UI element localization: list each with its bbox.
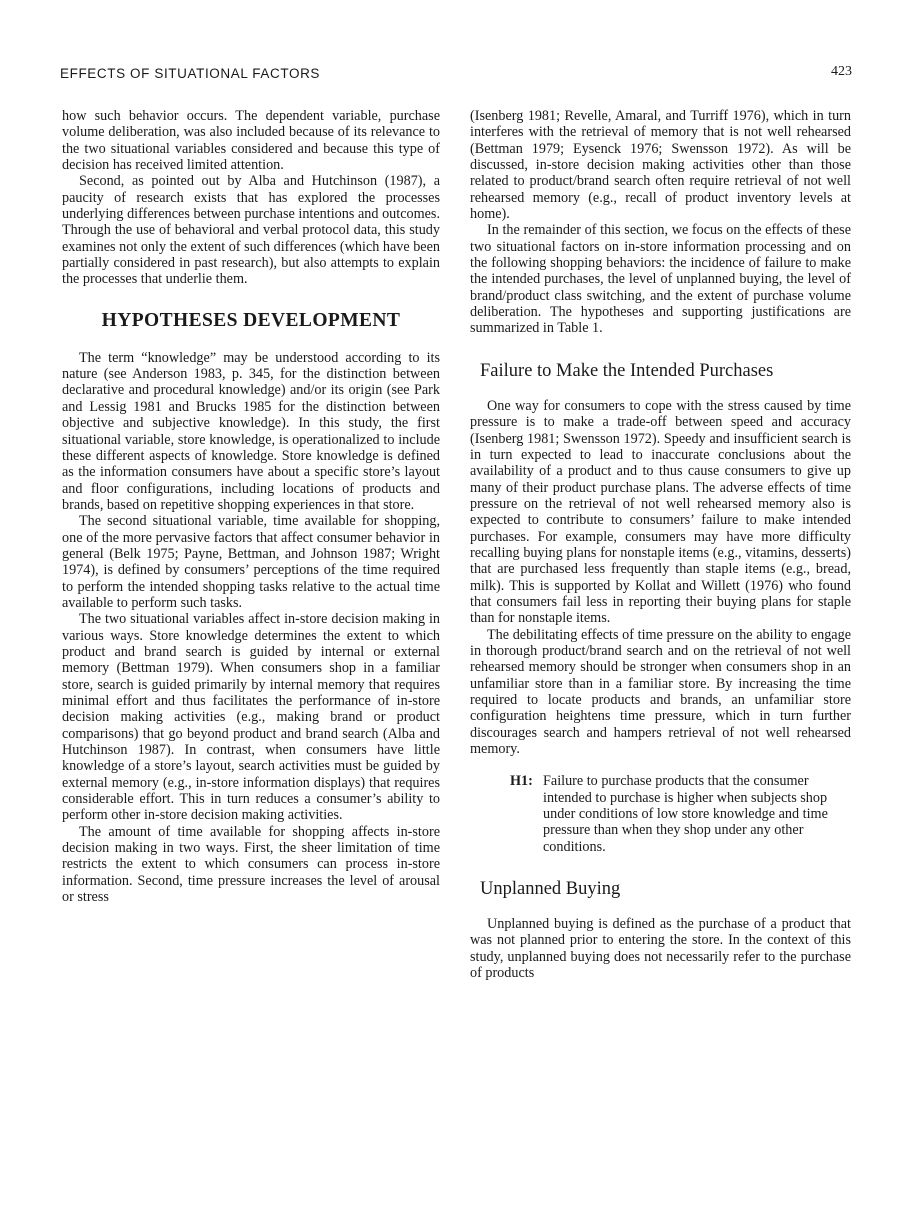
paragraph: In the remainder of this section, we focus on the effects of these two situational factors on in-store information processing and on the following shopping behaviors: the incidence of failure to make the intended purchases, the level of unplanned buying, the level of brand/product class switching, and the extent of purchase volume deliberation. The hypotheses and supporting justifications are summarized in Table 1. [470, 222, 851, 337]
paragraph: The amount of time available for shopping affects in-store decision making in two ways. First, the sheer limitation of time restricts the extent to which consumers can process in-store information. Second, time pressure increases the level of arousal or stress [62, 823, 440, 906]
paragraph: Second, as pointed out by Alba and Hutchinson (1987), a paucity of research exists that has explored the processes underlying differences between purchase intentions and outcomes. Through the use of behavioral and verbal protocol data, this study examines not only the extent of such differences (which have been partially considered in past research), but also attempts to explain the processes that underlie them. [62, 173, 440, 288]
paragraph: One way for consumers to cope with the stress caused by time pressure is to make a trade-off between speed and accuracy (Isenberg 1981; Swensson 1972). Speedy and insufficient search is in turn expected to lead to inaccurate conclusions about the availability of a product and to thus cause consumers to give up many of their product purchase plans. The adverse effects of time pressure on the retrieval of not well rehearsed memory also is expected to contribute to consumers’ failure to make intended purchases. For example, consumers may have more difficulty recalling buying plans for nonstaple items (e.g., vitamins, desserts) that are purchased less frequently than staple items (e.g., bread, milk). This is supported by Kollat and Willett (1976) who found that consumers fail less in reporting their buying plans for staple than for nonstaple items. [470, 397, 851, 627]
paragraph: how such behavior occurs. The dependent variable, purchase volume deliberation, was also included because of its relevance to the two situational variables considered and because this type of decision has received limited attention. [62, 108, 440, 174]
paragraph: (Isenberg 1981; Revelle, Amaral, and Turriff 1976), which in turn interferes with the retrieval of memory that is not well rehearsed (Bettman 1979; Eysenck 1976; Swensson 1972). As will be discussed, in-store decision making activities other than those related to product/brand search often require retrieval of not well rehearsed memory (e.g., recall of product inventory levels at home). [470, 108, 851, 223]
running-head: EFFECTS OF SITUATIONAL FACTORS [60, 66, 321, 81]
hypothesis-h1 [510, 773, 851, 855]
hypothesis-label: H1: [510, 773, 533, 790]
subsection-heading: Failure to Make the Intended Purchases [480, 360, 774, 381]
section-heading: HYPOTHESES DEVELOPMENT [101, 309, 401, 331]
paragraph: The two situational variables affect in-store decision making in various ways. Store knowledge determines the extent to which product and brand search is guided by internal or external memory (Bettman 1979). When consumers shop in a familiar store, search is guided primarily by internal memory that requires minimal effort and thus facilitates the performance of in-store decision making activities (e.g., making brand or product comparisons) that go beyond product and brand search (Alba and Hutchinson 1987). In contrast, when consumers have little knowledge of a store’s layout, search activities must be guided by external memory (e.g., in-store information displays) that requires considerable effort. This in turn reduces a consumer’s ability to perform other in-store decision making activities. [62, 611, 440, 824]
paragraph: Unplanned buying is defined as the purchase of a product that was not planned prior to entering the store. In the context of this study, unplanned buying does not necessarily refer to the purchase of products [470, 916, 851, 982]
left-column [62, 108, 440, 905]
right-column [470, 108, 851, 981]
paragraph: The term “knowledge” may be understood according to its nature (see Anderson 1983, p. 345, for the distinction between declarative and procedural knowledge) and/or its origin (see Park and Lessig 1981 and Brucks 1985 for the distinction between objective and subjective knowledge). In this study, the first situational variable, store knowledge, is operationalized to include these different aspects of knowledge. Store knowledge is defined as the information consumers have about a specific store’s layout and floor configurations, including locations of products and brands, based on repetitive shopping experiences in that store. [62, 349, 440, 513]
page-number: 423 [831, 64, 852, 79]
paragraph: The debilitating effects of time pressure on the ability to engage in thorough product/brand search and on the retrieval of not well rehearsed memory should be stronger when consumers shop in an unfamiliar store than in a familiar store. By increasing the time required to locate products and brands, an unfamiliar store configuration heightens time pressure, which in turn further discourages search and hampers retrieval of not well rehearsed memory. [470, 626, 851, 758]
hypothesis-text: Failure to purchase products that the consumer intended to purchase is higher when subjects shop under conditions of low store knowledge and time pressure than when they shop under any other conditions. [543, 773, 828, 855]
subsection-heading: Unplanned Buying [480, 879, 621, 900]
paragraph: The second situational variable, time available for shopping, one of the more pervasive factors that affect consumer behavior in general (Belk 1975; Payne, Bettman, and Johnson 1987; Wright 1974), is defined by consumers’ perceptions of the time required to perform the intended shopping tasks relative to the actual time available to perform such tasks. [62, 513, 440, 611]
